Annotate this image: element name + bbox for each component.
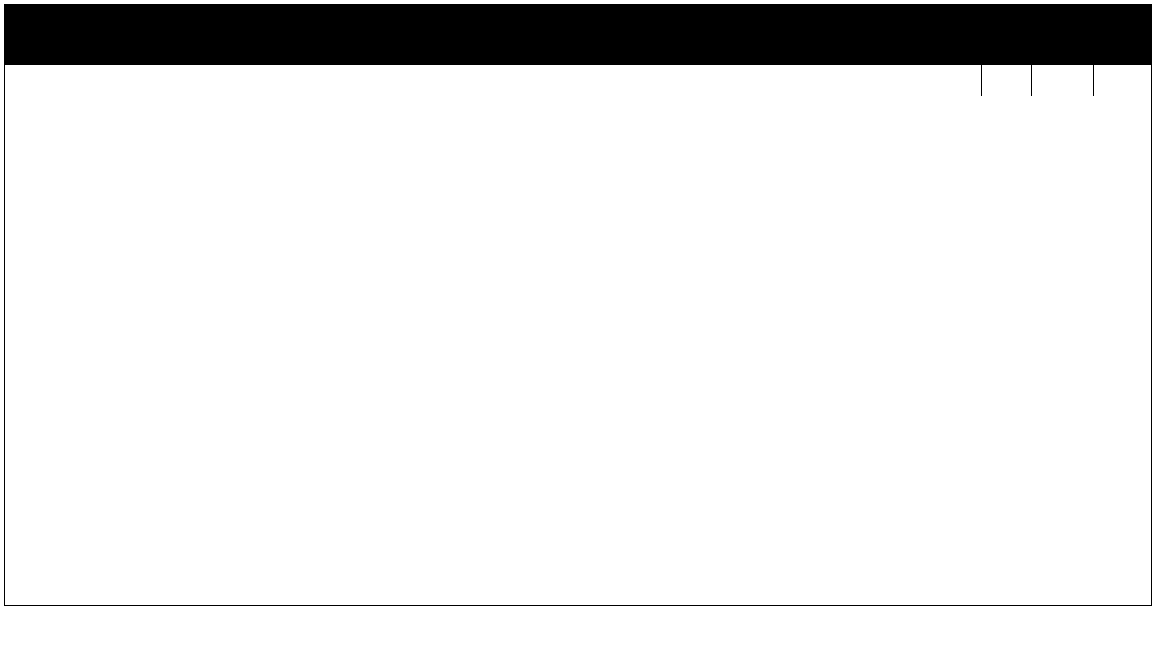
header-kit [981, 65, 1031, 96]
header-pnp [1031, 65, 1093, 96]
header-rtf [1093, 65, 1151, 96]
spec-table [4, 4, 1152, 606]
legend [0, 622, 1168, 637]
table-title [5, 5, 1151, 64]
header-row [5, 64, 1151, 96]
